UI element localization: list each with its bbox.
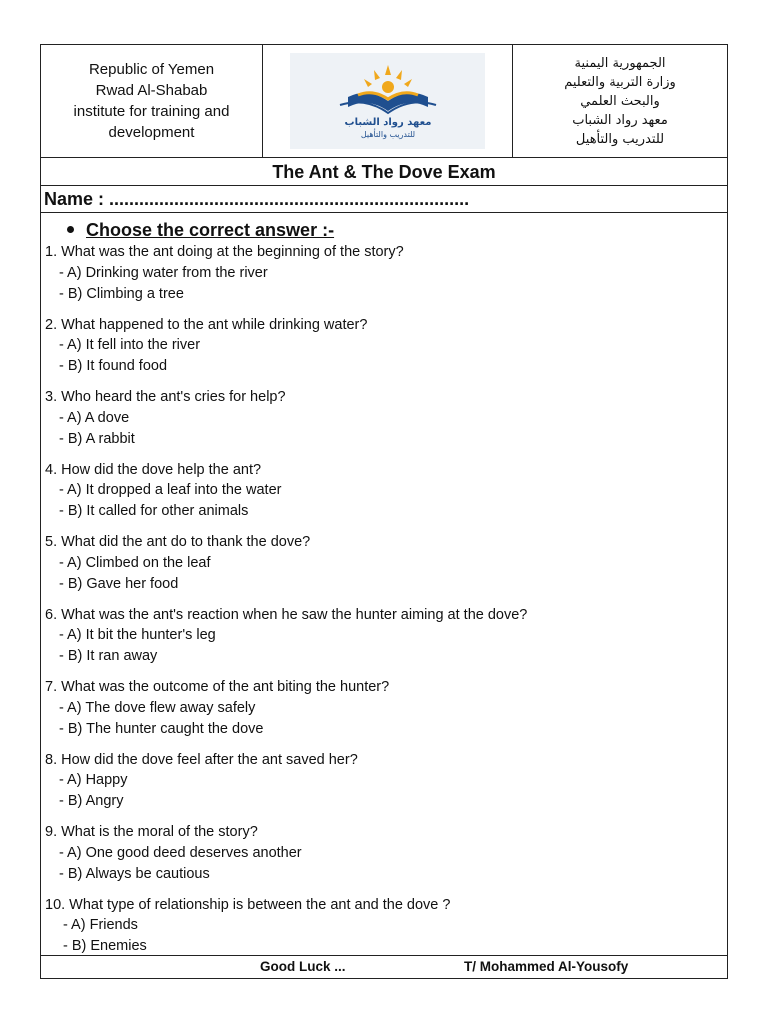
option-b[interactable]: - B) Always be cautious — [59, 865, 210, 882]
option-a[interactable]: - A) Climbed on the leaf — [59, 554, 211, 571]
question-text: 7. What was the outcome of the ant biting the hunter? — [45, 679, 390, 695]
question-item — [45, 242, 725, 315]
option-a[interactable]: - A) It dropped a leaf into the water — [59, 482, 282, 499]
question-text: 3. Who heard the ant's cries for help? — [45, 389, 286, 405]
header-left-line: institute for training and — [73, 103, 230, 120]
logo-cell — [263, 45, 513, 157]
header-right-line: معهد رواد الشباب — [572, 112, 668, 128]
option-b[interactable]: - B) It ran away — [59, 648, 158, 665]
institute-logo — [290, 53, 485, 149]
institute-name-english — [41, 45, 263, 157]
question-text: 8. How did the dove feel after the ant saved her? — [45, 751, 358, 768]
question-text: 2. What happened to the ant while drinking water? — [45, 316, 368, 333]
option-a[interactable]: - A) It fell into the river — [59, 337, 201, 354]
exam-sheet — [40, 44, 728, 979]
question-item — [45, 460, 725, 533]
option-b[interactable]: - B) A rabbit — [59, 430, 135, 447]
question-text: 6. What was the ant's reaction when he saw the hunter aiming at the dove? — [45, 606, 528, 623]
instruction-heading — [67, 217, 334, 243]
question-item — [45, 750, 725, 823]
question-list — [45, 242, 725, 967]
option-a[interactable]: - A) A dove — [59, 409, 130, 426]
option-b[interactable]: - B) It called for other animals — [59, 503, 249, 520]
option-a[interactable]: - A) Drinking water from the river — [59, 264, 268, 281]
question-text: 10. What type of relationship is between the ant and the dove ? — [45, 896, 451, 913]
question-text: 1. What was the ant doing at the beginning of the story? — [45, 244, 404, 260]
logo-arabic-name: معهد رواد الشباب — [344, 117, 431, 128]
teacher-name: T/ Mohammed Al-Yousofy — [464, 959, 629, 974]
header-left-line: Rwad Al-Shabab — [95, 82, 208, 99]
header-right-line: وزارة التربية والتعليم — [564, 74, 676, 90]
logo-arabic-tagline: للتدريب والتأهيل — [360, 130, 415, 139]
question-text: 9. What is the moral of the story? — [45, 824, 258, 840]
header-right-line: للتدريب والتأهيل — [575, 131, 665, 147]
question-item — [45, 532, 725, 605]
header-right-line: والبحث العلمي — [580, 93, 660, 109]
institute-name-arabic — [513, 45, 727, 157]
option-b[interactable]: - B) The hunter caught the dove — [59, 720, 264, 737]
option-a[interactable]: - A) One good deed deserves another — [59, 844, 302, 861]
option-b[interactable]: - B) Enemies — [63, 938, 147, 955]
option-a[interactable]: - A) Friends — [63, 917, 138, 934]
header-left-line: development — [108, 124, 195, 141]
exam-title: The Ant & The Dove Exam — [41, 158, 727, 186]
question-text: 4. How did the dove help the ant? — [45, 461, 262, 478]
option-b[interactable]: - B) Angry — [59, 793, 124, 810]
name-field[interactable]: Name : ........................................................................ — [41, 186, 727, 213]
question-item — [45, 822, 725, 895]
exam-header — [41, 45, 727, 158]
option-b[interactable]: - B) Gave her food — [59, 575, 179, 592]
option-a[interactable]: - A) It bit the hunter's leg — [59, 627, 216, 644]
question-item — [45, 677, 725, 750]
book-star-logo-icon — [308, 61, 468, 141]
header-right-line: الجمهورية اليمنية — [574, 55, 666, 71]
header-left-line: Republic of Yemen — [88, 61, 215, 78]
option-b[interactable]: - B) Climbing a tree — [59, 285, 184, 302]
questions-section — [41, 213, 727, 956]
bullet-icon — [67, 226, 74, 233]
exam-footer — [41, 956, 727, 978]
option-b[interactable]: - B) It found food — [59, 358, 168, 375]
option-a[interactable]: - A) The dove flew away safely — [59, 699, 256, 716]
option-a[interactable]: - A) Happy — [59, 772, 128, 789]
question-text: 5. What did the ant do to thank the dove? — [45, 534, 311, 550]
question-item — [45, 605, 725, 678]
instruction-text: Choose the correct answer :- — [86, 220, 335, 240]
question-item — [45, 387, 725, 460]
good-luck-text: Good Luck ... — [260, 959, 346, 974]
question-item — [45, 315, 725, 388]
